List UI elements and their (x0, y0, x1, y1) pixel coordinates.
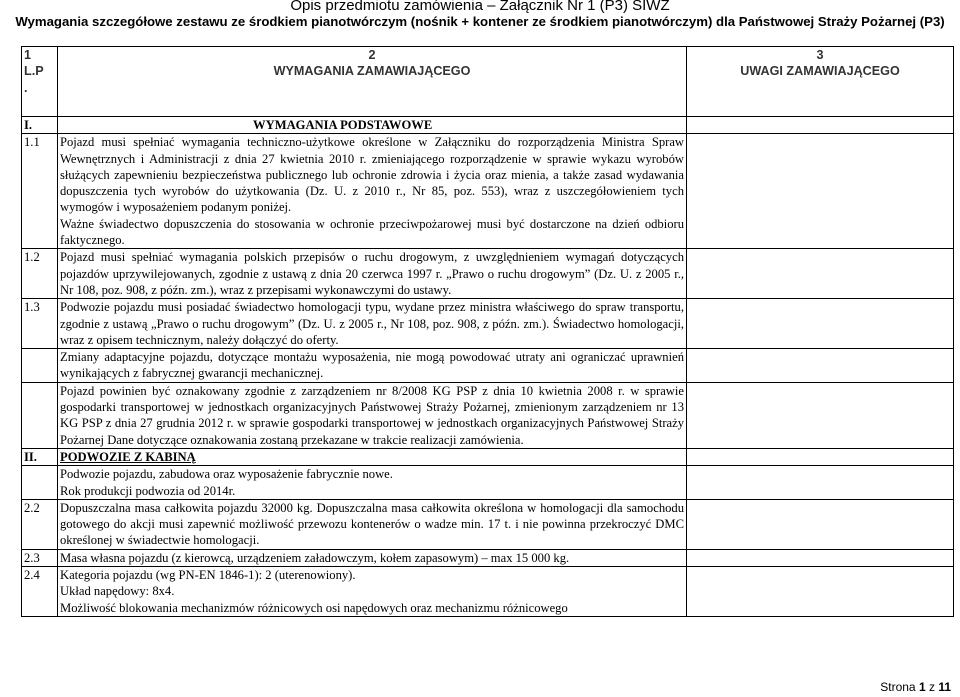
header-col3-number: 3 (816, 48, 824, 62)
table-row (22, 549, 954, 566)
header-col3-label: UWAGI ZAMAWIAJĄCEGO (740, 64, 900, 79)
row-number: 2.2 (22, 499, 58, 549)
document-subtitle: Wymagania szczegółowe zestawu ze środkiem pianotwórczym (nośnik + kontener ze środkiem pianotwórczym) dla Państwowej Straży Pożarnej (P3) (15, 14, 945, 29)
requirement-cell (58, 134, 687, 249)
requirement-text: Podwozie pojazdu musi posiadać świadectwo homologacji typu, wydane przez ministra właściwego do spraw transportu, zgodnie z ustawą „Prawo o ruchu drogowym” (Dz. U. z 2005 r., Nr 108, poz. 908, z późn. zm.). Świadectwo homologacji, wraz z opisem technicznym, należy dołączyć do oferty. (58, 299, 687, 349)
remarks-cell (687, 249, 954, 299)
row-number: 1.2 (22, 249, 58, 299)
table-row (22, 466, 954, 500)
requirement-text: Zmiany adaptacyjne pojazdu, dotyczące montażu wyposażenia, nie mogą powodować utraty ani ograniczać uprawnień wynikających z fabrycznej gwarancji mechanicznej. (58, 349, 687, 383)
remarks-cell (687, 299, 954, 349)
header-col-remarks (687, 47, 954, 117)
requirement-text: Dopuszczalna masa całkowita pojazdu 32000 kg. Dopuszczalna masa całkowita określona w homologacji dla samochodu gotowego do akcji musi zapewnić możliwość przewozu kontenerów o wadze min. 17 t. i nie powinna przekroczyć DMC określonej w świadectwie homologacji. (58, 499, 687, 549)
requirements-table (21, 46, 954, 617)
table-header-row (22, 47, 954, 117)
footer-page-number: 1 (918, 680, 926, 694)
header-col2-number: 2 (368, 48, 376, 62)
table-row (22, 382, 954, 448)
requirement-text: Masa własna pojazdu (z kierowcą, urządzeniem załadowczym, kołem zapasowym) – max 15 000 kg. (58, 549, 687, 566)
row-number: 1.3 (22, 299, 58, 349)
table-row (22, 249, 954, 299)
footer-page-total: 11 (938, 680, 951, 694)
footer-label: Strona (880, 680, 916, 694)
remarks-cell (687, 349, 954, 383)
page-footer (880, 680, 951, 694)
section-title: PODWOZIE Z KABINĄ (58, 448, 687, 465)
footer-of: z (928, 680, 935, 694)
requirement-cell (58, 567, 687, 617)
requirement-text: Rok produkcji podwozia od 2014r. (60, 483, 236, 498)
section-number: II. (22, 448, 58, 465)
section-row (22, 448, 954, 465)
section-number: I. (22, 117, 58, 134)
requirement-text: Ważne świadectwo dopuszczenia do stosowania w ochronie przeciwpożarowej musi być dostarczone na dzień odbioru faktycznego. (60, 216, 684, 248)
table-row (22, 349, 954, 383)
remarks-cell (687, 466, 954, 500)
header-col-lp (22, 47, 58, 117)
row-number: 2.3 (22, 549, 58, 566)
header-col-requirements (58, 47, 687, 117)
table-row (22, 567, 954, 617)
requirement-text: Układ napędowy: 8x4. (60, 584, 175, 599)
header-col2-label: WYMAGANIA ZAMAWIAJĄCEGO (273, 64, 471, 79)
row-number (22, 466, 58, 500)
row-number (22, 382, 58, 448)
table-row (22, 499, 954, 549)
remarks-cell (687, 567, 954, 617)
requirement-text: Pojazd musi spełniać wymagania techniczno-użytkowe określone w Załączniku do rozporządzenia Ministra Spraw Wewnętrznych i Administracji z dnia 27 kwietnia 2010 r. zmieniającego rozporządzenie w sprawie wykazu wyrobów służących zapewnieniu bezpieczeństwa publicznego lub ochronie zdrowia i życia oraz mienia, a także zasad wydawania dopuszczenia tych wyrobów do użytkowania (Dz. U. z 2010 r., Nr 85, poz. 553), wraz z uszczegółowieniem tych wymogów i wyposażeniem podanym poniżej. (60, 135, 684, 215)
remarks-cell (687, 382, 954, 448)
requirement-text: Pojazd musi spełniać wymagania polskich przepisów o ruchu drogowym, z uwzględnieniem wymagań dotyczących pojazdów uprzywilejowanych, zgodnie z ustawą z dnia 20 czerwca 1997 r. „Prawo o ruchu drogowym” (Dz. U. z 2005 r., Nr 108, poz. 908, z późn. zm.), wraz z przepisami wykonawczymi do ustawy. (58, 249, 687, 299)
remarks-cell (687, 499, 954, 549)
remarks-cell (687, 117, 954, 134)
header-col1-label-a: L.P (24, 64, 44, 79)
requirement-text: Pojazd powinien być oznakowany zgodnie z zarządzeniem nr 8/2008 KG PSP z dnia 10 kwietnia 2008 r. w sprawie gospodarki transportowej w jednostkach organizacyjnych Państwowej Straży Pożarnej, zmienionym zarządzeniem nr 13 KG PSP z dnia 27 grudnia 2012 r. w sprawie gospodarki transportowej w jednostkach organizacyjnych Państwowej Straży Pożarnej Dane dotyczące oznakowania zostaną przekazane w trakcie realizacji zamówienia. (58, 382, 687, 448)
row-number: 1.1 (22, 134, 58, 249)
document-title: Opis przedmiotu zamówienia – Załącznik Nr 1 (P3) SIWZ (290, 0, 670, 14)
table-row (22, 299, 954, 349)
section-title: WYMAGANIA PODSTAWOWE (58, 117, 687, 134)
remarks-cell (687, 549, 954, 566)
row-number (22, 349, 58, 383)
row-number: 2.4 (22, 567, 58, 617)
remarks-cell (687, 448, 954, 465)
table-row (22, 134, 954, 249)
header-col1-number: 1 (24, 48, 32, 62)
requirement-text: Podwozie pojazdu, zabudowa oraz wyposażenie fabrycznie nowe. (60, 467, 393, 482)
requirement-text: Możliwość blokowania mechanizmów różnicowych osi napędowych oraz mechanizmu różnicowego (60, 600, 568, 615)
requirement-cell (58, 466, 687, 500)
header-col1-label-b: . (24, 80, 28, 95)
requirement-text: Kategoria pojazdu (wg PN-EN 1846-1): 2 (uterenowiony). (60, 568, 356, 583)
section-row (22, 117, 954, 134)
remarks-cell (687, 134, 954, 249)
